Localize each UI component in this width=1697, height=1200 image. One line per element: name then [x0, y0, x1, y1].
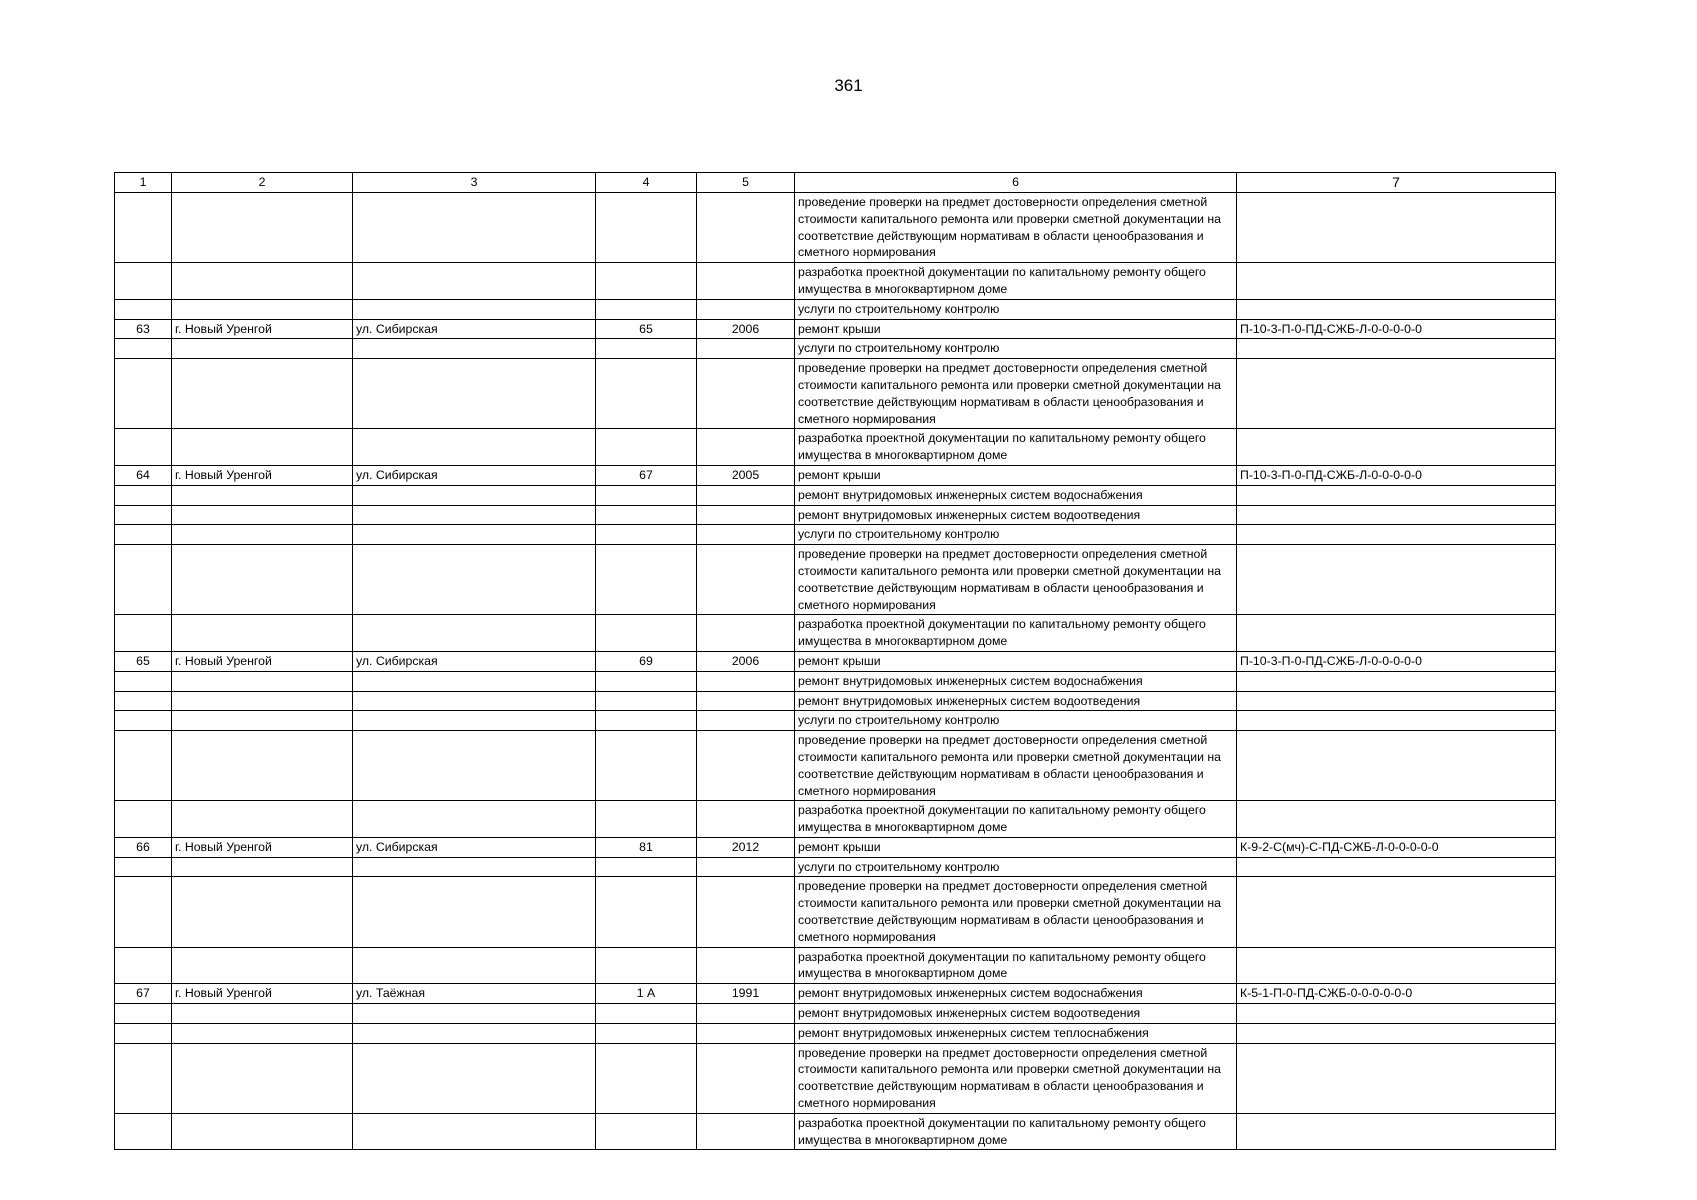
- table-row: [115, 1043, 1556, 1113]
- cell-year: [697, 711, 795, 731]
- cell-code: [1237, 691, 1556, 711]
- column-header: 2: [172, 173, 353, 193]
- cell-code: [1237, 857, 1556, 877]
- cell-work: ремонт крыши: [795, 465, 1237, 485]
- cell-number: [115, 359, 172, 429]
- cell-street: [353, 1043, 596, 1113]
- cell-year: [697, 263, 795, 300]
- cell-year: [697, 857, 795, 877]
- cell-year: [697, 339, 795, 359]
- cell-year: [697, 877, 795, 947]
- cell-year: [697, 1023, 795, 1043]
- table-row: [115, 984, 1556, 1004]
- cell-city: [172, 429, 353, 466]
- cell-work: ремонт внутридомовых инженерных систем водоотведения: [795, 1004, 1237, 1024]
- cell-city: г. Новый Уренгой: [172, 651, 353, 671]
- cell-number: [115, 525, 172, 545]
- cell-house: [596, 299, 697, 319]
- table-row: [115, 1113, 1556, 1150]
- cell-city: [172, 339, 353, 359]
- cell-number: [115, 1004, 172, 1024]
- cell-number: [115, 801, 172, 838]
- cell-number: [115, 947, 172, 984]
- cell-code: [1237, 615, 1556, 652]
- cell-house: [596, 947, 697, 984]
- cell-code: [1237, 299, 1556, 319]
- cell-house: [596, 1113, 697, 1150]
- cell-number: [115, 1023, 172, 1043]
- cell-code: П-10-3-П-0-ПД-СЖБ-Л-0-0-0-0-0: [1237, 319, 1556, 339]
- cell-code: [1237, 505, 1556, 525]
- cell-street: ул. Сибирская: [353, 651, 596, 671]
- cell-work: ремонт внутридомовых инженерных систем теплоснабжения: [795, 1023, 1237, 1043]
- table-row: [115, 801, 1556, 838]
- table-row: [115, 505, 1556, 525]
- cell-year: [697, 1004, 795, 1024]
- cell-work: разработка проектной документации по капитальному ремонту общего имущества в многоквартирном доме: [795, 263, 1237, 300]
- cell-work: проведение проверки на предмет достоверности определения сметной стоимости капитального ремонта или проверки сметной документации на соответствие действующим нормативам в области ценообразования и сметного нормирования: [795, 545, 1237, 615]
- cell-house: [596, 877, 697, 947]
- cell-city: [172, 615, 353, 652]
- cell-house: 65: [596, 319, 697, 339]
- cell-code: К-5-1-П-0-ПД-СЖБ-0-0-0-0-0-0: [1237, 984, 1556, 1004]
- cell-street: ул. Сибирская: [353, 465, 596, 485]
- cell-street: [353, 359, 596, 429]
- cell-street: [353, 857, 596, 877]
- table-row: [115, 465, 1556, 485]
- cell-house: [596, 1043, 697, 1113]
- cell-city: [172, 193, 353, 263]
- cell-number: [115, 671, 172, 691]
- cell-house: [596, 1004, 697, 1024]
- cell-work: услуги по строительному контролю: [795, 857, 1237, 877]
- cell-year: [697, 801, 795, 838]
- cell-city: г. Новый Уренгой: [172, 984, 353, 1004]
- cell-house: [596, 429, 697, 466]
- cell-number: 67: [115, 984, 172, 1004]
- page-number: 361: [834, 76, 863, 95]
- cell-city: [172, 947, 353, 984]
- cell-number: [115, 263, 172, 300]
- cell-code: [1237, 429, 1556, 466]
- table-row: [115, 545, 1556, 615]
- cell-street: [353, 801, 596, 838]
- cell-work: ремонт внутридомовых инженерных систем водоотведения: [795, 505, 1237, 525]
- cell-year: [697, 1113, 795, 1150]
- cell-year: [697, 525, 795, 545]
- cell-house: [596, 857, 697, 877]
- cell-code: [1237, 711, 1556, 731]
- table-row: [115, 615, 1556, 652]
- table-row: [115, 651, 1556, 671]
- cell-city: [172, 801, 353, 838]
- cell-street: [353, 1004, 596, 1024]
- cell-year: [697, 615, 795, 652]
- cell-house: [596, 485, 697, 505]
- cell-work: услуги по строительному контролю: [795, 299, 1237, 319]
- cell-year: [697, 691, 795, 711]
- table-row: [115, 711, 1556, 731]
- column-header: 4: [596, 173, 697, 193]
- cell-street: [353, 193, 596, 263]
- cell-code: [1237, 485, 1556, 505]
- cell-work: разработка проектной документации по капитальному ремонту общего имущества в многоквартирном доме: [795, 801, 1237, 838]
- cell-code: П-10-3-П-0-ПД-СЖБ-Л-0-0-0-0-0: [1237, 651, 1556, 671]
- cell-work: разработка проектной документации по капитальному ремонту общего имущества в многоквартирном доме: [795, 615, 1237, 652]
- table-row: [115, 429, 1556, 466]
- cell-street: [353, 485, 596, 505]
- cell-year: [697, 485, 795, 505]
- cell-house: [596, 525, 697, 545]
- table-row: [115, 193, 1556, 263]
- cell-city: [172, 691, 353, 711]
- cell-year: [697, 545, 795, 615]
- table-row: [115, 731, 1556, 801]
- cell-street: [353, 731, 596, 801]
- table-row: [115, 359, 1556, 429]
- cell-house: [596, 691, 697, 711]
- cell-city: [172, 505, 353, 525]
- cell-work: разработка проектной документации по капитальному ремонту общего имущества в многоквартирном доме: [795, 1113, 1237, 1150]
- cell-city: г. Новый Уренгой: [172, 319, 353, 339]
- column-header: 1: [115, 173, 172, 193]
- cell-street: ул. Таёжная: [353, 984, 596, 1004]
- cell-year: 1991: [697, 984, 795, 1004]
- cell-code: [1237, 193, 1556, 263]
- cell-number: [115, 545, 172, 615]
- cell-number: [115, 485, 172, 505]
- cell-house: [596, 711, 697, 731]
- cell-street: [353, 671, 596, 691]
- cell-code: [1237, 1113, 1556, 1150]
- cell-number: [115, 429, 172, 466]
- cell-work: ремонт внутридомовых инженерных систем водоотведения: [795, 691, 1237, 711]
- table-row: [115, 691, 1556, 711]
- cell-number: 64: [115, 465, 172, 485]
- table-row: [115, 485, 1556, 505]
- table-row: [115, 877, 1556, 947]
- cell-street: [353, 429, 596, 466]
- cell-year: [697, 193, 795, 263]
- cell-year: [697, 1043, 795, 1113]
- table-row: [115, 671, 1556, 691]
- cell-street: [353, 505, 596, 525]
- cell-work: разработка проектной документации по капитальному ремонту общего имущества в многоквартирном доме: [795, 429, 1237, 466]
- cell-year: [697, 505, 795, 525]
- cell-city: г. Новый Уренгой: [172, 465, 353, 485]
- cell-street: [353, 947, 596, 984]
- cell-code: [1237, 545, 1556, 615]
- cell-work: услуги по строительному контролю: [795, 525, 1237, 545]
- cell-number: [115, 505, 172, 525]
- cell-work: услуги по строительному контролю: [795, 339, 1237, 359]
- cell-number: [115, 1113, 172, 1150]
- cell-work: услуги по строительному контролю: [795, 711, 1237, 731]
- cell-number: 63: [115, 319, 172, 339]
- cell-year: 2005: [697, 465, 795, 485]
- cell-year: 2006: [697, 651, 795, 671]
- column-header: 7: [1237, 173, 1556, 193]
- cell-house: [596, 731, 697, 801]
- cell-number: [115, 299, 172, 319]
- cell-work: проведение проверки на предмет достоверности определения сметной стоимости капитального ремонта или проверки сметной документации на соответствие действующим нормативам в области ценообразования и сметного нормирования: [795, 359, 1237, 429]
- cell-street: [353, 1113, 596, 1150]
- cell-work: ремонт крыши: [795, 319, 1237, 339]
- cell-year: [697, 359, 795, 429]
- cell-city: [172, 711, 353, 731]
- table-body: [115, 193, 1556, 1150]
- cell-work: ремонт внутридомовых инженерных систем водоснабжения: [795, 984, 1237, 1004]
- cell-house: 69: [596, 651, 697, 671]
- cell-work: проведение проверки на предмет достоверности определения сметной стоимости капитального ремонта или проверки сметной документации на соответствие действующим нормативам в области ценообразования и сметного нормирования: [795, 877, 1237, 947]
- cell-city: г. Новый Уренгой: [172, 837, 353, 857]
- cell-number: [115, 193, 172, 263]
- cell-year: [697, 671, 795, 691]
- cell-street: [353, 711, 596, 731]
- table-row: [115, 1023, 1556, 1043]
- table-row: [115, 1004, 1556, 1024]
- cell-number: [115, 857, 172, 877]
- cell-city: [172, 1113, 353, 1150]
- cell-year: 2006: [697, 319, 795, 339]
- column-header: 6: [795, 173, 1237, 193]
- cell-code: [1237, 1023, 1556, 1043]
- table-row: [115, 837, 1556, 857]
- cell-code: [1237, 359, 1556, 429]
- cell-city: [172, 671, 353, 691]
- works-table: [114, 172, 1556, 1150]
- cell-street: [353, 877, 596, 947]
- cell-city: [172, 545, 353, 615]
- cell-city: [172, 299, 353, 319]
- cell-house: [596, 505, 697, 525]
- cell-street: [353, 545, 596, 615]
- cell-house: [596, 545, 697, 615]
- cell-city: [172, 525, 353, 545]
- cell-street: [353, 263, 596, 300]
- cell-street: ул. Сибирская: [353, 837, 596, 857]
- table-row: [115, 299, 1556, 319]
- cell-house: [596, 263, 697, 300]
- cell-code: [1237, 731, 1556, 801]
- table-row: [115, 947, 1556, 984]
- cell-number: 66: [115, 837, 172, 857]
- cell-city: [172, 263, 353, 300]
- table-row: [115, 525, 1556, 545]
- cell-work: проведение проверки на предмет достоверности определения сметной стоимости капитального ремонта или проверки сметной документации на соответствие действующим нормативам в области ценообразования и сметного нормирования: [795, 731, 1237, 801]
- table-header-row: [115, 173, 1556, 193]
- cell-work: разработка проектной документации по капитальному ремонту общего имущества в многоквартирном доме: [795, 947, 1237, 984]
- cell-code: [1237, 525, 1556, 545]
- cell-number: [115, 731, 172, 801]
- cell-city: [172, 1023, 353, 1043]
- cell-house: 81: [596, 837, 697, 857]
- cell-house: [596, 193, 697, 263]
- table-row: [115, 339, 1556, 359]
- cell-city: [172, 857, 353, 877]
- cell-street: [353, 691, 596, 711]
- table-row: [115, 319, 1556, 339]
- table-row: [115, 263, 1556, 300]
- cell-code: [1237, 339, 1556, 359]
- cell-city: [172, 1004, 353, 1024]
- cell-year: [697, 299, 795, 319]
- cell-number: [115, 339, 172, 359]
- cell-code: [1237, 1004, 1556, 1024]
- cell-number: [115, 877, 172, 947]
- column-header: 3: [353, 173, 596, 193]
- cell-house: [596, 615, 697, 652]
- cell-code: К-9-2-С(мч)-С-ПД-СЖБ-Л-0-0-0-0-0: [1237, 837, 1556, 857]
- cell-house: [596, 1023, 697, 1043]
- cell-number: 65: [115, 651, 172, 671]
- table-row: [115, 857, 1556, 877]
- cell-city: [172, 877, 353, 947]
- cell-work: ремонт крыши: [795, 651, 1237, 671]
- cell-work: ремонт внутридомовых инженерных систем водоснабжения: [795, 485, 1237, 505]
- cell-city: [172, 359, 353, 429]
- cell-code: [1237, 877, 1556, 947]
- cell-code: [1237, 801, 1556, 838]
- cell-house: [596, 671, 697, 691]
- cell-city: [172, 1043, 353, 1113]
- cell-work: ремонт внутридомовых инженерных систем водоснабжения: [795, 671, 1237, 691]
- cell-code: П-10-3-П-0-ПД-СЖБ-Л-0-0-0-0-0: [1237, 465, 1556, 485]
- cell-code: [1237, 1043, 1556, 1113]
- cell-street: [353, 615, 596, 652]
- cell-number: [115, 1043, 172, 1113]
- cell-number: [115, 615, 172, 652]
- column-header: 5: [697, 173, 795, 193]
- cell-year: [697, 731, 795, 801]
- cell-street: [353, 299, 596, 319]
- cell-street: ул. Сибирская: [353, 319, 596, 339]
- cell-number: [115, 691, 172, 711]
- cell-street: [353, 1023, 596, 1043]
- cell-city: [172, 731, 353, 801]
- cell-city: [172, 485, 353, 505]
- cell-code: [1237, 671, 1556, 691]
- cell-house: [596, 339, 697, 359]
- cell-work: проведение проверки на предмет достоверности определения сметной стоимости капитального ремонта или проверки сметной документации на соответствие действующим нормативам в области ценообразования и сметного нормирования: [795, 1043, 1237, 1113]
- cell-year: [697, 429, 795, 466]
- cell-code: [1237, 263, 1556, 300]
- cell-code: [1237, 947, 1556, 984]
- cell-house: 1 А: [596, 984, 697, 1004]
- cell-street: [353, 339, 596, 359]
- cell-street: [353, 525, 596, 545]
- cell-house: [596, 359, 697, 429]
- cell-year: [697, 947, 795, 984]
- cell-house: 67: [596, 465, 697, 485]
- cell-work: проведение проверки на предмет достоверности определения сметной стоимости капитального ремонта или проверки сметной документации на соответствие действующим нормативам в области ценообразования и сметного нормирования: [795, 193, 1237, 263]
- cell-year: 2012: [697, 837, 795, 857]
- cell-number: [115, 711, 172, 731]
- cell-house: [596, 801, 697, 838]
- cell-work: ремонт крыши: [795, 837, 1237, 857]
